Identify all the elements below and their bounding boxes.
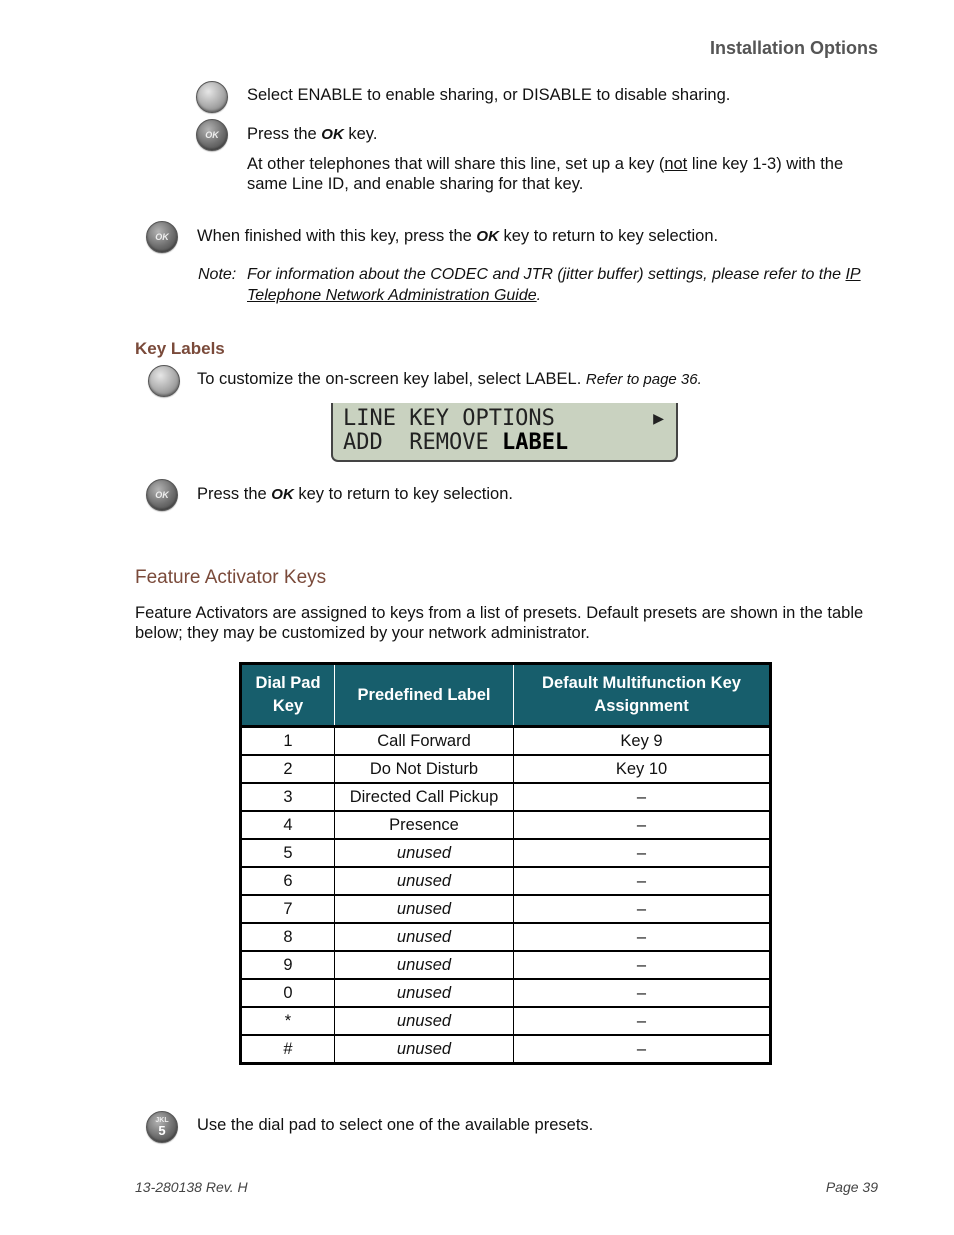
step-finish <box>197 226 718 247</box>
step-finish-post: key to return to key selection. <box>498 227 719 245</box>
table-row <box>241 727 771 756</box>
dial-pad-key-cell: 0 <box>241 979 335 1007</box>
ok-key-icon-label: OK <box>155 232 169 242</box>
page-number: Page 39 <box>825 1179 878 1195</box>
table-row <box>241 783 771 811</box>
default-assignment-cell: – <box>514 1007 771 1035</box>
step-return-pre: Press the <box>197 485 272 503</box>
feature-activator-heading: Feature Activator Keys <box>135 567 327 588</box>
predefined-label-cell: unused <box>335 1035 514 1064</box>
table-row <box>241 951 771 979</box>
dial-pad-key-cell: 4 <box>241 811 335 839</box>
dial-pad-key-cell: 3 <box>241 783 335 811</box>
sharing-text-post: line key 1-3) with the same Line ID, and enable sharing for that key. <box>247 155 844 193</box>
step-press-ok <box>247 124 377 145</box>
step-return-post: key to return to key selection. <box>293 485 513 503</box>
column-header: Dial Pad Key <box>241 664 335 727</box>
dial-pad-key-cell: * <box>241 1007 335 1035</box>
dial-pad-key-cell: 6 <box>241 867 335 895</box>
navigation-button-icon <box>196 81 228 113</box>
ok-key-icon-label: OK <box>155 490 169 500</box>
table-row <box>241 923 771 951</box>
predefined-label-cell: unused <box>335 895 514 923</box>
predefined-label-cell: unused <box>335 979 514 1007</box>
note-label: Note: <box>198 266 237 283</box>
default-assignment-cell: – <box>514 783 771 811</box>
table-row <box>241 755 771 783</box>
dial-pad-key-cell: 9 <box>241 951 335 979</box>
predefined-label-cell: Presence <box>335 811 514 839</box>
feature-activator-table <box>239 662 772 1065</box>
lcd-options: ADD REMOVE <box>343 430 502 455</box>
default-assignment-cell: – <box>514 1035 771 1064</box>
column-header: Predefined Label <box>335 664 514 727</box>
dial-pad-key-cell: 7 <box>241 895 335 923</box>
sharing-text-pre: At other telephones that will share this line, set up a key ( <box>247 155 665 173</box>
ok-key-ref: OK <box>271 486 294 503</box>
column-header: Default Multifunction Key Assignment <box>514 664 771 727</box>
table-row <box>241 867 771 895</box>
step-press-ok-post: key. <box>343 125 378 143</box>
step-press-ok-return <box>197 484 513 505</box>
ok-key-icon <box>146 221 178 253</box>
lcd-selected-option: LABEL <box>501 430 569 455</box>
predefined-label-cell: Do Not Disturb <box>335 755 514 783</box>
note-text-post: . <box>536 287 542 304</box>
dial-pad-key-cell: 5 <box>241 839 335 867</box>
note-text <box>247 264 872 306</box>
dial-pad-key-cell: 1 <box>241 727 335 756</box>
default-assignment-cell: Key 10 <box>514 755 771 783</box>
note-text-pre: For information about the CODEC and JTR (jitter buffer) settings, please refer to the <box>247 266 846 283</box>
predefined-label-cell: unused <box>335 951 514 979</box>
lcd-line-1 <box>343 407 666 431</box>
table-row <box>241 979 771 1007</box>
sharing-instructions <box>247 154 867 194</box>
default-assignment-cell: – <box>514 839 771 867</box>
admin-guide-reference: IP Telephone Network Administration Guide <box>247 266 861 304</box>
default-assignment-cell: – <box>514 867 771 895</box>
dial-key-letters: JKL <box>155 1117 169 1124</box>
lcd-display <box>331 403 678 462</box>
default-assignment-cell: – <box>514 811 771 839</box>
default-assignment-cell: – <box>514 895 771 923</box>
sharing-text-underlined: not <box>664 155 688 173</box>
right-arrow-icon: ▶ <box>653 408 664 429</box>
predefined-label-cell: unused <box>335 1007 514 1035</box>
default-assignment-cell: – <box>514 923 771 951</box>
default-assignment-cell: – <box>514 951 771 979</box>
dial-pad-key-cell: 2 <box>241 755 335 783</box>
predefined-label-cell: unused <box>335 923 514 951</box>
ok-key-icon <box>196 119 228 151</box>
lcd-line-2 <box>343 431 666 455</box>
table-row <box>241 895 771 923</box>
step-select-label <box>197 369 702 390</box>
document-id: 13-280138 Rev. H <box>135 1179 248 1195</box>
running-header: Installation Options <box>709 38 878 58</box>
ok-key-ref: OK <box>476 228 499 245</box>
lcd-title: LINE KEY OPTIONS <box>343 406 555 431</box>
default-assignment-cell: Key 9 <box>514 727 771 756</box>
default-assignment-cell: – <box>514 979 771 1007</box>
ok-key-icon <box>146 479 178 511</box>
table-header-row <box>241 664 771 727</box>
dial-key-digit: 5 <box>158 1123 166 1138</box>
table-row <box>241 1007 771 1035</box>
predefined-label-cell: Directed Call Pickup <box>335 783 514 811</box>
predefined-label-cell: unused <box>335 839 514 867</box>
step-select-enable: Select ENABLE to enable sharing, or DISABLE to disable sharing. <box>247 86 731 104</box>
dial-pad-key-cell: 8 <box>241 923 335 951</box>
page-reference: Refer to page 36. <box>585 371 702 388</box>
ok-key-icon-label: OK <box>205 130 219 140</box>
dial-pad-5-key-icon <box>146 1111 178 1143</box>
predefined-label-cell: Call Forward <box>335 727 514 756</box>
predefined-label-cell: unused <box>335 867 514 895</box>
dial-pad-key-cell: # <box>241 1035 335 1064</box>
step-finish-pre: When finished with this key, press the <box>197 227 477 245</box>
table-row <box>241 839 771 867</box>
feature-intro: Feature Activators are assigned to keys from a list of presets. Default presets are shown in the table below; they may be customized by your network administrator. <box>135 604 864 642</box>
navigation-button-icon <box>148 365 180 397</box>
step-select-preset: Use the dial pad to select one of the available presets. <box>197 1116 594 1134</box>
ok-key-ref: OK <box>321 126 344 143</box>
step-select-label-text: To customize the on-screen key label, select LABEL. <box>197 370 586 388</box>
step-press-ok-pre: Press the <box>247 125 322 143</box>
table-row <box>241 1035 771 1064</box>
key-labels-heading: Key Labels <box>135 339 225 358</box>
table-row <box>241 811 771 839</box>
